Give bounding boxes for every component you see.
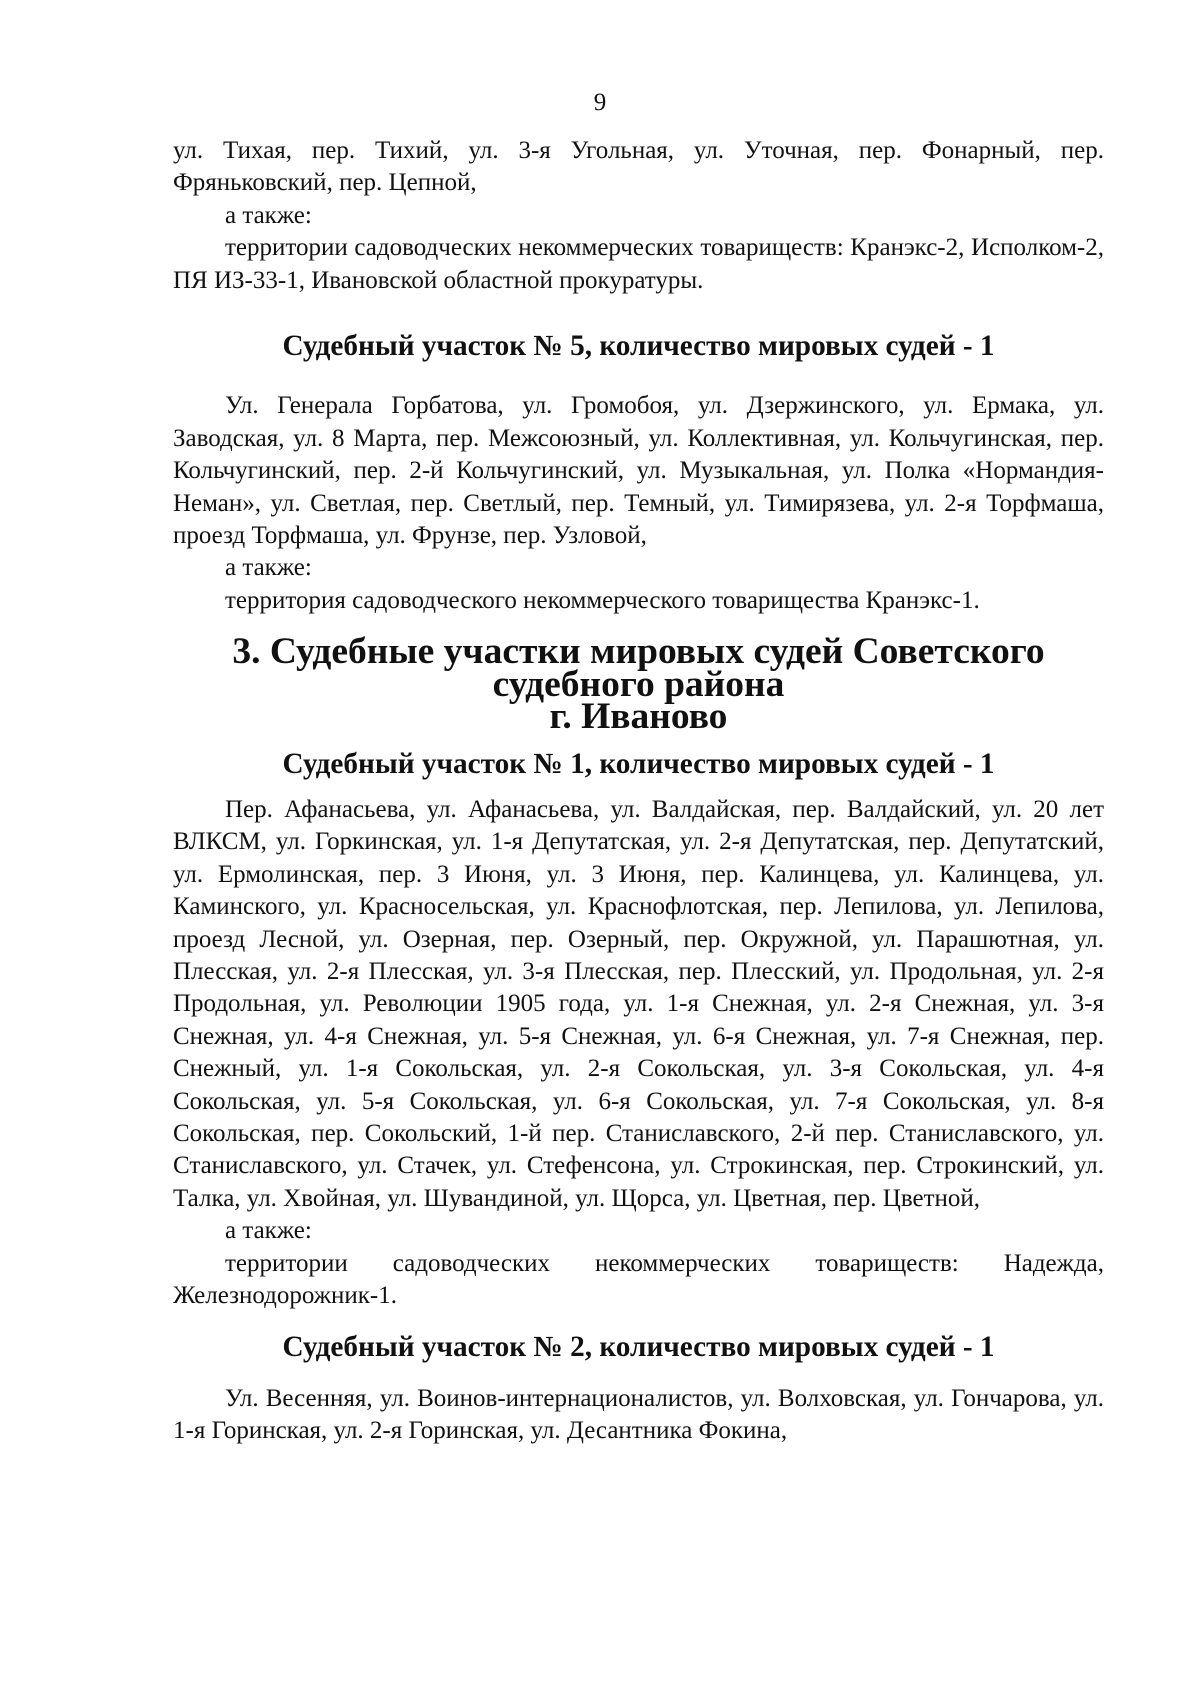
also-label: а также: <box>225 1217 312 1245</box>
section-heading <box>173 631 1104 738</box>
sov-district-2-section <box>173 1331 1104 1447</box>
territories-paragraph: территории садоводческих некоммерческих товариществ: Надежда, Железнодорожник-1. <box>173 1249 1104 1309</box>
street-list: ул. Тихая, пер. Тихий, ул. 3-я Угольная, ул. Уточная, пер. Фонарный, пер. Фряньковский, пер. Цепной, <box>173 137 1104 197</box>
street-list: Ул. Генерала Горбатова, ул. Громобоя, ул. Дзержинского, ул. Ермака, ул. Заводская, ул. 8 Марта, пер. Межсоюзный, ул. Коллективная, ул. Кольчугинская, пер. Кольчугинский, пер. 2-й Кольчугинский, ул. Музыкальная, ул. Полка «Нормандия-Неман», ул. Светлая, пер. Светлый, пер. Темный, ул. Тимирязева, ул. 2-я Торфмаша, проезд Торфмаша, ул. Фрунзе, пер. Узловой, <box>173 392 1104 550</box>
also-label: а также: <box>225 201 312 229</box>
page-content <box>173 135 1104 1448</box>
section-heading-line-1: 3. Судебные участки мировых судей Советского судебного района <box>232 631 1045 705</box>
territories-paragraph: территории садоводческих некоммерческих товариществ: Кранэкс-2, Исполком-2, ПЯ ИЗ-33-1, Ивановской областной прокуратуры. <box>173 234 1104 294</box>
sov-district-1-section <box>173 748 1104 1313</box>
territories-paragraph: территория садоводческого некоммерческого товарищества Кранэкс-1. <box>225 586 980 614</box>
district-heading: Судебный участок № 5, количество мировых судей - 1 <box>282 330 995 363</box>
section-3 <box>173 631 1104 1447</box>
district-heading: Судебный участок № 2, количество мировых судей - 1 <box>282 1331 995 1364</box>
page-number: 9 <box>593 89 607 116</box>
continued-district-section <box>173 135 1104 297</box>
also-label: а также: <box>225 554 312 582</box>
district-heading: Судебный участок № 1, количество мировых судей - 1 <box>282 747 995 780</box>
street-list: Ул. Весенняя, ул. Воинов-интернационалистов, ул. Волховская, ул. Гончарова, ул. 1-я Горинская, ул. 2-я Горинская, ул. Десантника Фокина, <box>173 1384 1104 1445</box>
section-heading-line-2: г. Иваново <box>549 696 728 738</box>
street-list: Пер. Афанасьева, ул. Афанасьева, ул. Валдайская, пер. Валдайский, ул. 20 лет ВЛКСМ, ул. Горкинская, ул. 1-я Депутатская, ул. 2-я Депутатская, пер. Депутатский, ул. Ермолинская, пер. 3 Июня, ул. 3 Июня, пер. Калинцева, ул. Калинцева, ул. Каминского, ул. Красносельская, ул. Краснофлотская, пер. Лепилова, ул. Лепилова, проезд Лесной, ул. Озерная, пер. Озерный, пер. Окружной, ул. Парашютная, ул. Плесская, ул. 2-я Плесская, ул. 3-я Плесская, пер. Плесский, ул. Продольная, ул. 2-я Продольная, ул. Революции 1905 года, ул. 1-я Снежная, ул. 2-я Снежная, ул. 3-я Снежная, ул. 4-я Снежная, ул. 5-я Снежная, ул. 6-я Снежная, ул. 7-я Снежная, пер. Снежный, ул. 1-я Сокольская, ул. 2-я Сокольская, ул. 3-я Сокольская, ул. 4-я Сокольская, ул. 5-я Сокольская, ул. 6-я Сокольская, ул. 7-я Сокольская, ул. 8-я Сокольская, пер. Сокольский, 1-й пер. Станиславского, 2-й пер. Станиславского, ул. Станиславского, ул. Стачек, ул. Стефенсона, ул. Строкинская, пер. Строкинский, ул. Талка, ул. Хвойная, ул. Шувандиной, ул. Щорса, ул. Цветная, пер. Цветной, <box>173 795 1104 1212</box>
district-5-section <box>173 330 1104 617</box>
